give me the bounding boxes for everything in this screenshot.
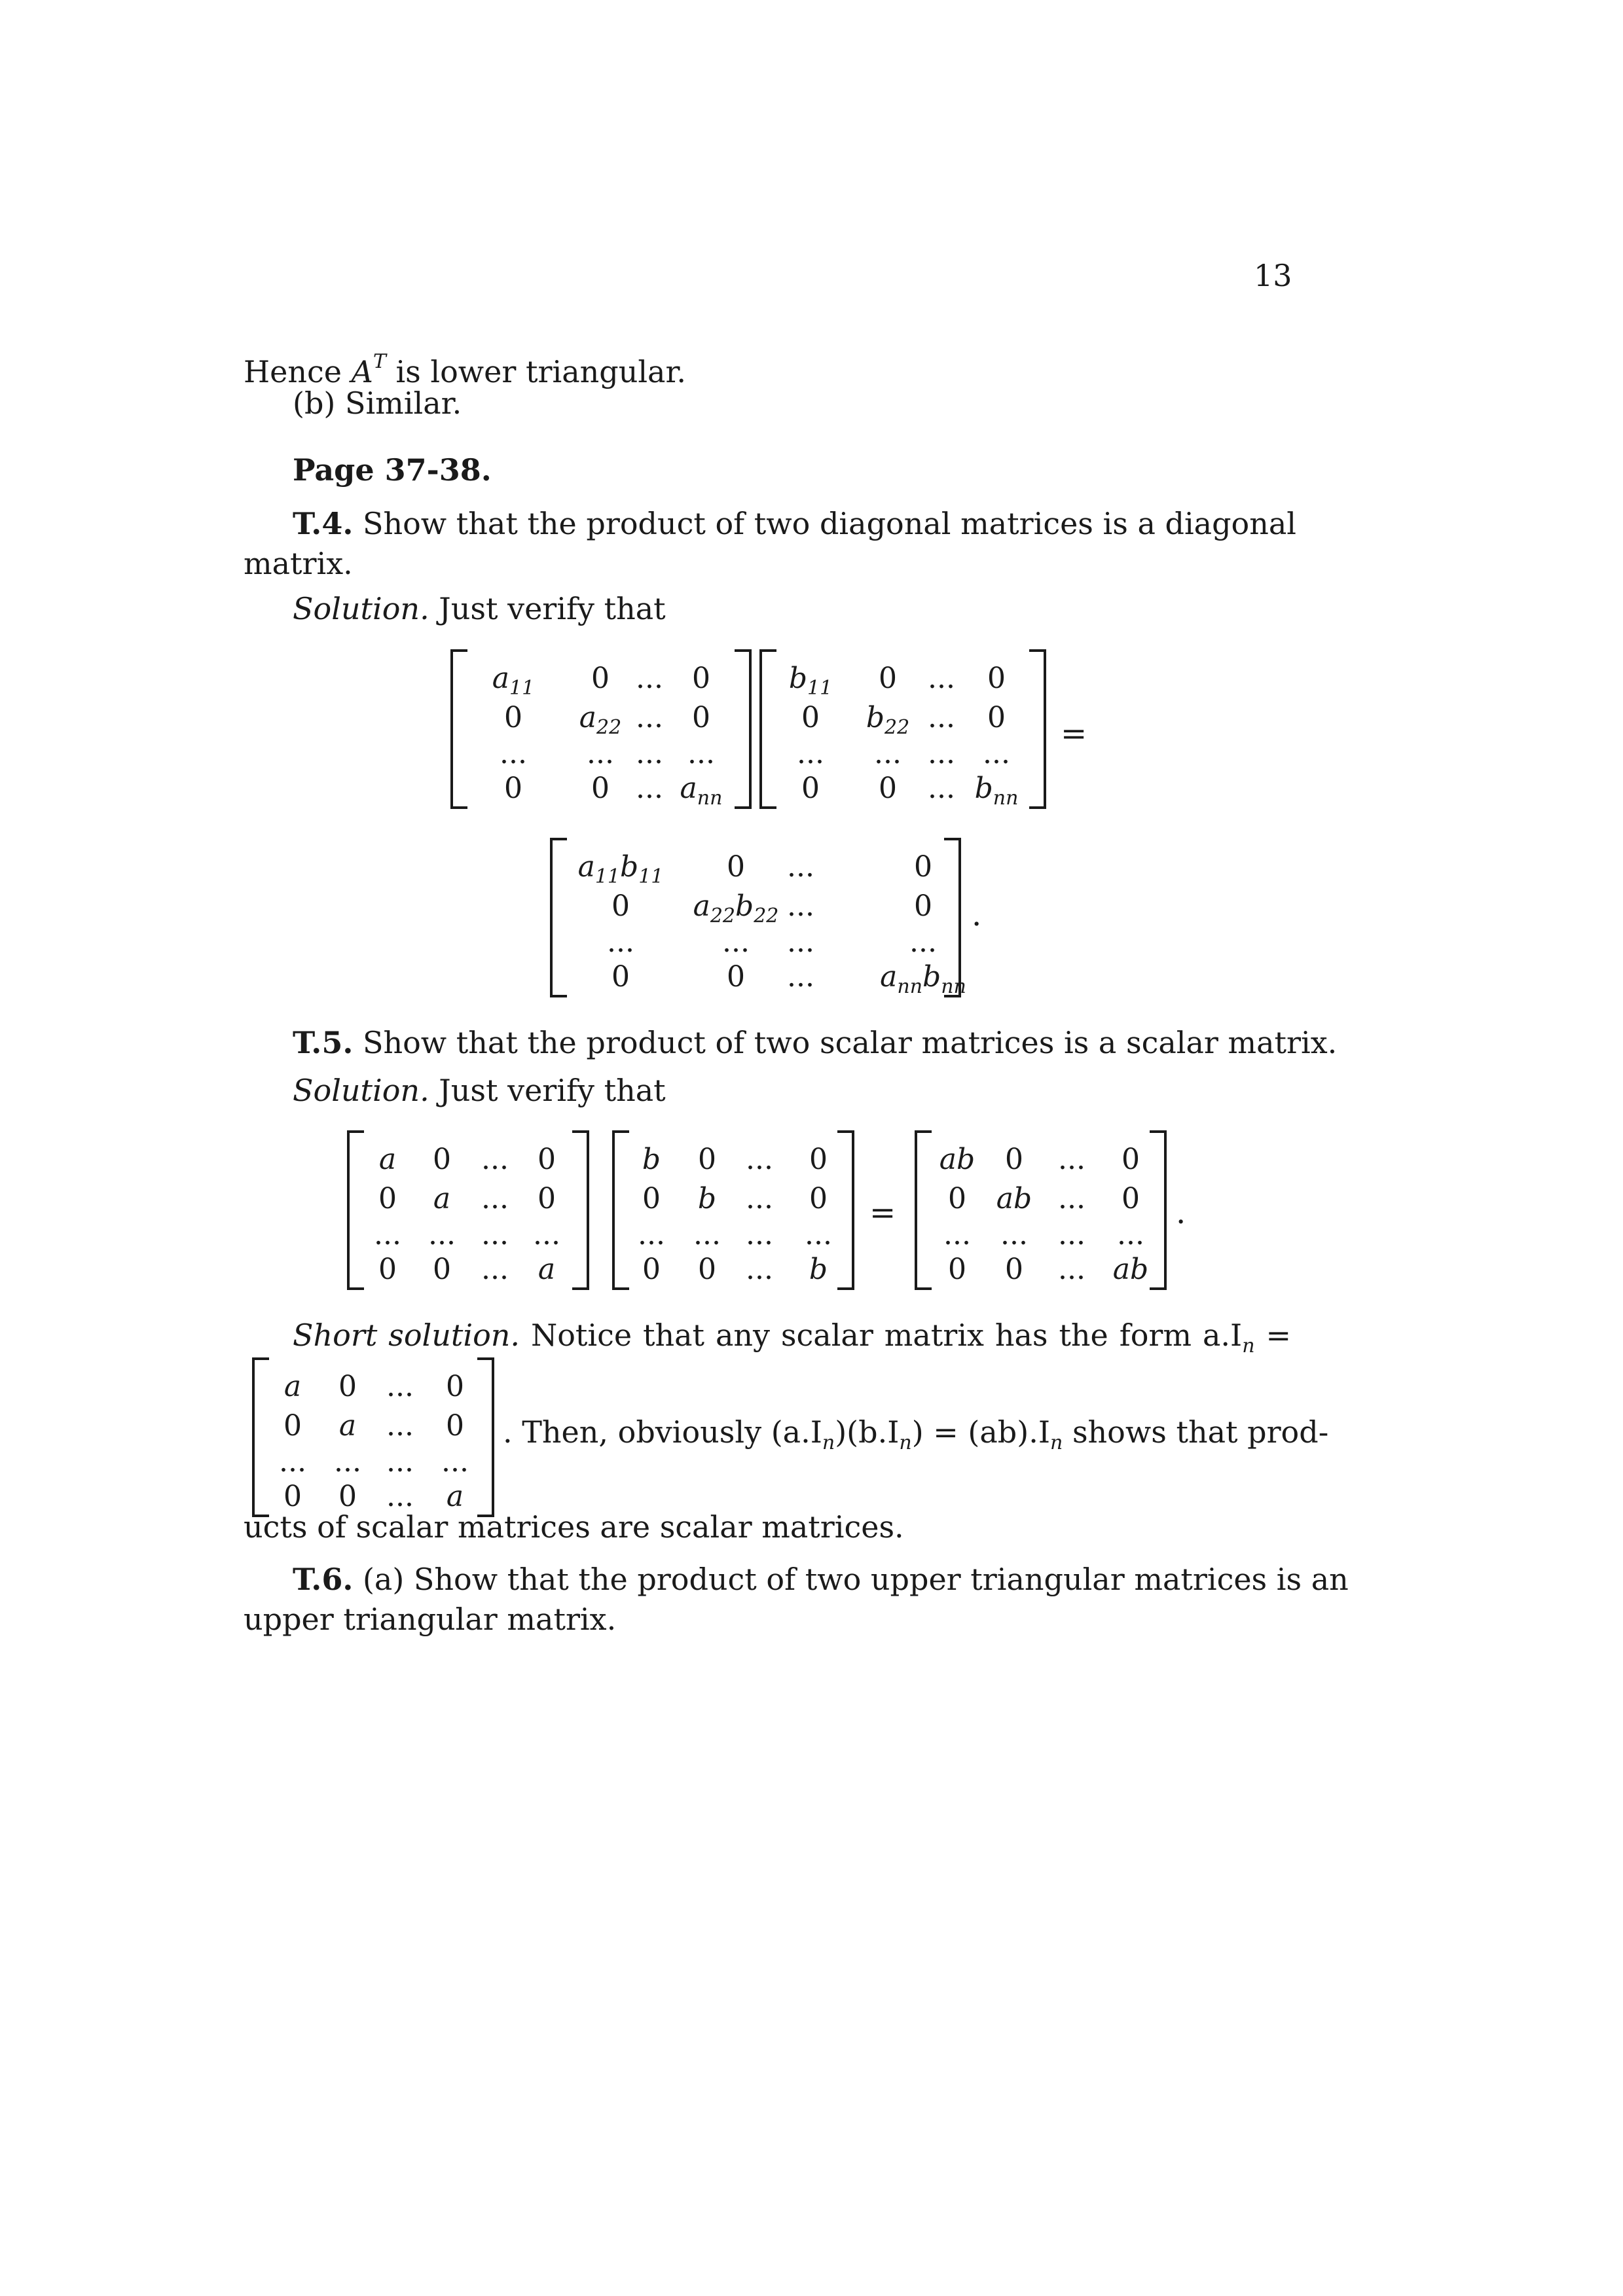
t5-line	[293, 1024, 1337, 1061]
matrix-entry: ...	[1117, 1218, 1144, 1251]
matrix-scalar-a	[347, 1130, 589, 1290]
short-eq: =	[1254, 1318, 1291, 1353]
matrix-entry: 0	[611, 889, 630, 923]
matrix-entry: $a_{nn}$	[680, 772, 723, 810]
matrix-entry: ...	[746, 1218, 773, 1251]
t6-label: T.6.	[293, 1562, 354, 1597]
t5-label: T.5.	[293, 1025, 354, 1060]
matrix-entry: ...	[638, 1218, 665, 1251]
matrix-entry: 0	[1122, 1182, 1140, 1215]
solution-label: Solution.	[293, 591, 429, 626]
matrix-entry: ...	[636, 701, 663, 734]
solution-line-2	[293, 1072, 666, 1109]
hence-sup: T	[373, 350, 386, 373]
matrix-entry: 0	[879, 772, 897, 805]
t4-label: T.4.	[293, 506, 354, 541]
matrix-entry: ...	[983, 737, 1010, 770]
solution-text: Just verify that	[429, 591, 666, 626]
matrix-entry: b	[697, 1182, 717, 1215]
t6-line	[293, 1561, 1349, 1598]
matrix-entry: ...	[1058, 1143, 1085, 1176]
matrix-entry: ab	[996, 1182, 1032, 1215]
matrix-entry: ...	[441, 1445, 469, 1479]
matrix-entry: 0	[446, 1409, 464, 1443]
matrix-entry: $a_{11}b_{11}$	[577, 850, 664, 888]
matrix-entry: ...	[386, 1370, 414, 1403]
matrix-entry: ...	[787, 850, 814, 884]
matrix-entry: ...	[787, 889, 814, 923]
period-1: .	[972, 897, 982, 933]
then-sub-2: n	[899, 1431, 912, 1454]
then-text: . Then, obviously (a.I	[503, 1414, 822, 1450]
matrix-entry: 0	[879, 662, 897, 695]
then-line	[503, 1414, 1328, 1462]
matrix-entry: ...	[386, 1409, 414, 1443]
then-mid-2: ) = (ab).I	[911, 1414, 1050, 1450]
matrix-entry: 0	[692, 662, 710, 695]
page-heading: Page 37-38.	[293, 452, 492, 488]
matrix-entry: b	[642, 1143, 661, 1176]
matrix-entry: ...	[928, 701, 955, 734]
matrix-entry: 0	[809, 1143, 828, 1176]
matrix-entry: ...	[1000, 1218, 1028, 1251]
matrix-entry: ...	[636, 662, 663, 695]
solution-label-2: Solution.	[293, 1073, 429, 1108]
t4-text: Show that the product of two diagonal matrices is a diagonal	[353, 506, 1297, 541]
matrix-entry: 0	[642, 1182, 661, 1215]
matrix-entry: ...	[1058, 1182, 1085, 1215]
matrix-entry: ...	[636, 737, 663, 770]
matrix-entry: ...	[428, 1218, 456, 1251]
matrix-entry: ...	[746, 1182, 773, 1215]
matrix-entry: 0	[698, 1143, 716, 1176]
matrix-entry: ab	[1112, 1253, 1149, 1286]
matrix-entry: ...	[874, 737, 902, 770]
matrix-entry: 0	[642, 1253, 661, 1286]
matrix-entry: 0	[809, 1182, 828, 1215]
matrix-entry: ...	[481, 1253, 509, 1286]
hence-post: is lower triangular.	[386, 354, 687, 389]
matrix-entry: ...	[1058, 1253, 1085, 1286]
matrix-entry: 0	[338, 1370, 357, 1403]
matrix-entry: 0	[504, 701, 522, 734]
matrix-entry: $a_{22}$	[579, 701, 622, 739]
matrix-entry: ...	[693, 1218, 721, 1251]
matrix-entry: ...	[928, 737, 955, 770]
matrix-entry: ...	[687, 737, 715, 770]
matrix-scalar-b	[612, 1130, 854, 1290]
matrix-entry: ...	[374, 1218, 401, 1251]
matrix-entry: 0	[283, 1480, 302, 1513]
matrix-entry: 0	[1005, 1143, 1023, 1176]
matrix-entry: a	[433, 1182, 451, 1215]
matrix-entry: ...	[500, 737, 527, 770]
t6-cont: upper triangular matrix.	[244, 1602, 617, 1637]
equals-sign-1: =	[1061, 715, 1087, 752]
short-label: Short solution.	[293, 1318, 520, 1353]
matrix-entry: ...	[805, 1218, 832, 1251]
matrix-entry: 0	[538, 1182, 556, 1215]
matrix-diag-product	[550, 838, 966, 998]
matrix-entry: 0	[591, 662, 610, 695]
matrix-entry: ...	[481, 1218, 509, 1251]
t4-line	[293, 505, 1297, 542]
matrix-entry: 0	[727, 960, 745, 994]
matrix-entry: ...	[928, 772, 955, 805]
matrix-entry: 0	[538, 1143, 556, 1176]
matrix-entry: 0	[1122, 1143, 1140, 1176]
matrix-entry: 0	[433, 1253, 451, 1286]
page-number: 13	[1254, 258, 1292, 293]
matrix-entry: 0	[591, 772, 610, 805]
matrix-entry: 0	[692, 701, 710, 734]
matrix-entry: 0	[987, 701, 1006, 734]
matrix-entry: a	[538, 1253, 556, 1286]
t5-text: Show that the product of two scalar matrices is a scalar matrix.	[353, 1025, 1338, 1060]
matrix-entry: 0	[914, 889, 932, 923]
matrix-scalar-short	[252, 1357, 494, 1517]
matrix-entry: $a_{11}$	[492, 662, 535, 700]
matrix-entry: 0	[446, 1370, 464, 1403]
similar-line: (b) Similar.	[293, 386, 462, 421]
matrix-entry: ...	[787, 960, 814, 994]
matrix-entry: 0	[948, 1182, 966, 1215]
matrix-scalar-ab	[915, 1130, 1167, 1290]
matrix-entry: ...	[386, 1445, 414, 1479]
matrix-entry: 0	[987, 662, 1006, 695]
equals-sign-2: =	[869, 1194, 896, 1231]
matrix-entry: 0	[801, 772, 820, 805]
matrix-entry: ab	[939, 1143, 976, 1176]
t4-cont: matrix.	[244, 546, 353, 581]
matrix-entry: b	[809, 1253, 828, 1286]
matrix-entry: ...	[279, 1445, 306, 1479]
matrix-entry: ...	[481, 1182, 509, 1215]
matrix-entry: ...	[481, 1143, 509, 1176]
matrix-entry: ...	[928, 662, 955, 695]
matrix-entry: ...	[746, 1143, 773, 1176]
matrix-entry: 0	[611, 960, 630, 994]
matrix-entry: $b_{22}$	[866, 701, 910, 739]
matrix-entry: 0	[433, 1143, 451, 1176]
matrix-entry: ...	[607, 925, 634, 959]
left-bracket	[550, 838, 567, 997]
matrix-entry: a	[446, 1480, 464, 1513]
matrix-entry: $a_{nn}b_{nn}$	[880, 960, 966, 998]
matrix-entry: 0	[504, 772, 522, 805]
matrix-entry: 0	[378, 1253, 397, 1286]
matrix-entry: ...	[1058, 1218, 1085, 1251]
matrix-entry: $a_{22}b_{22}$	[693, 889, 779, 927]
matrix-entry: 0	[727, 850, 745, 884]
matrix-entry: ...	[787, 925, 814, 959]
matrix-entry: ...	[587, 737, 614, 770]
matrix-entry: ...	[636, 772, 663, 805]
ucts-line: ucts of scalar matrices are scalar matrices.	[244, 1509, 904, 1545]
matrix-entry: 0	[1005, 1253, 1023, 1286]
short-sub: n	[1242, 1335, 1255, 1357]
matrix-entry: ...	[386, 1480, 414, 1513]
matrix-entry: $b_{nn}$	[974, 772, 1019, 810]
matrix-entry: ...	[334, 1445, 361, 1479]
matrix-entry: ...	[746, 1253, 773, 1286]
matrix-entry: 0	[378, 1182, 397, 1215]
solution-text-2: Just verify that	[429, 1073, 666, 1108]
period-2: .	[1176, 1194, 1186, 1231]
matrix-entry: a	[338, 1409, 357, 1443]
matrix-entry: a	[378, 1143, 397, 1176]
then-sub-1: n	[822, 1431, 835, 1454]
then-sub-3: n	[1050, 1431, 1063, 1454]
short-text: Notice that any scalar matrix has the form a.I	[520, 1318, 1243, 1353]
matrix-diag-a	[450, 649, 752, 809]
matrix-entry: ...	[943, 1218, 971, 1251]
matrix-entry: a	[283, 1370, 302, 1403]
matrix-entry: 0	[698, 1253, 716, 1286]
solution-line-1	[293, 590, 666, 627]
matrix-entry: 0	[914, 850, 932, 884]
then-end: shows that prod-	[1063, 1414, 1329, 1450]
hence-var: A	[351, 354, 373, 389]
hence-pre: Hence	[244, 354, 352, 389]
matrix-entry: ...	[722, 925, 750, 959]
matrix-entry: 0	[801, 701, 820, 734]
matrix-entry: ...	[533, 1218, 560, 1251]
matrix-entry: 0	[338, 1480, 357, 1513]
matrix-entry: ...	[909, 925, 937, 959]
matrix-entry: $b_{11}$	[788, 662, 833, 700]
then-mid: )(b.I	[835, 1414, 900, 1450]
matrix-entry: 0	[283, 1409, 302, 1443]
matrix-diag-b	[759, 649, 1046, 809]
matrix-entry: 0	[948, 1253, 966, 1286]
hence-line	[244, 344, 686, 390]
t6-text: (a) Show that the product of two upper triangular matrices is an	[353, 1562, 1349, 1597]
matrix-entry: ...	[797, 737, 824, 770]
